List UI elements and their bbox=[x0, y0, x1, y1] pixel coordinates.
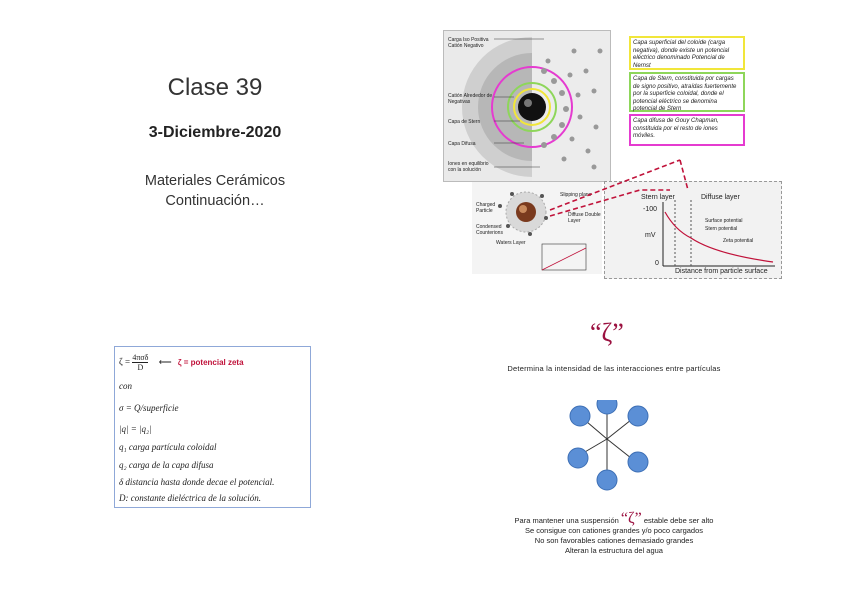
formula-q2: q₂ carga de la capa difusa bbox=[119, 460, 214, 470]
zeta-label: ζ = potencial zeta bbox=[177, 357, 244, 367]
label-equilibrio: Iones en equilibrio con la solución bbox=[448, 161, 489, 173]
stability-notes bbox=[470, 510, 758, 556]
stability-line-4: Alteran la estructura del agua bbox=[565, 546, 663, 555]
graph-tick-zero: 0 bbox=[655, 260, 659, 267]
label-condensed: Condensed Counterions bbox=[476, 224, 503, 236]
subtitle-line-1: Materiales Cerámicos bbox=[144, 173, 286, 189]
legend-green: Capa de Stern, constituida por cargas de signo positivo, atraídas fuertemente por la superficie coloidal, donde el potencial eléctrico se denomina potencial de Stern bbox=[629, 72, 745, 112]
legend-magenta: Capa difusa de Gouy Chapman, constituida por el resto de iones móviles. bbox=[629, 114, 745, 146]
label-water-layer: Waters Layer bbox=[496, 240, 526, 246]
label-diffuse-double: Diffuse Double Layer bbox=[568, 212, 601, 224]
formula-con: con bbox=[119, 381, 132, 391]
graph-ylabel: mV bbox=[645, 232, 656, 239]
graph-sternpot-label: Stern potential bbox=[705, 226, 738, 232]
label-stern: Capa de Stern bbox=[448, 119, 481, 125]
label-difusa: Capa Difusa bbox=[448, 141, 476, 147]
graph-surface-label: Surface potential bbox=[705, 218, 743, 224]
label-slipping: Slipping plane bbox=[560, 192, 592, 198]
dashed-connectors bbox=[540, 150, 700, 220]
formula-zeta-equation: ζ = 4πσδ D ⟵ ζ = potencial zeta bbox=[119, 353, 244, 372]
subtitle-line-2: Continuación… bbox=[165, 193, 265, 209]
particle-network-diagram bbox=[560, 400, 660, 494]
label-cation-around: Catión Alrededor de Negativas bbox=[448, 93, 493, 105]
stability-line-1: Para mantener una suspensión “ζ” estable debe ser alto bbox=[514, 510, 714, 527]
zeta-formula-box bbox=[114, 346, 311, 508]
slide-title: Clase 39 bbox=[167, 74, 263, 101]
label-charged-particle: Charged Particle bbox=[476, 202, 496, 214]
determina-text: Determina la intensidad de las interacciones entre partículas bbox=[507, 364, 721, 373]
formula-sigma: σ = Q/superficie bbox=[119, 403, 179, 413]
slide-date: 3-Diciembre-2020 bbox=[148, 124, 282, 141]
stability-line-2: Se consigue con cationes grandes y/o poco cargados bbox=[524, 526, 704, 535]
formula-charges-equal: |q| = |q₂| bbox=[119, 424, 152, 434]
formula-d: D: constante dieléctrica de la solución. bbox=[119, 493, 261, 503]
legend-yellow: Capa superficial del coloide (carga negativa), donde existe un potencial eléctrico denominado Potencial de Nernst bbox=[629, 36, 745, 70]
formula-delta: δ distancia hasta donde decae el potencial. bbox=[119, 477, 275, 487]
slide-subtitle bbox=[100, 171, 330, 211]
graph-stern-label: Stern layer bbox=[641, 194, 675, 201]
zeta-symbol-heading: “ζ” bbox=[590, 318, 624, 347]
label-carga: Carga Iso Positiva Catión Negativo bbox=[448, 37, 489, 49]
stability-line-3: No son favorables cationes demasiado grandes bbox=[534, 536, 694, 545]
formula-q1: q₁ carga partícula coloidal bbox=[119, 442, 217, 452]
graph-xlabel: Distance from particle surface bbox=[675, 268, 768, 275]
graph-zeta-label: Zeta potential bbox=[723, 238, 754, 244]
zeta-inline-symbol: “ζ” bbox=[620, 510, 642, 527]
graph-diffuse-label: Diffuse layer bbox=[701, 194, 740, 201]
graph-tick-top: -100 bbox=[643, 206, 658, 213]
